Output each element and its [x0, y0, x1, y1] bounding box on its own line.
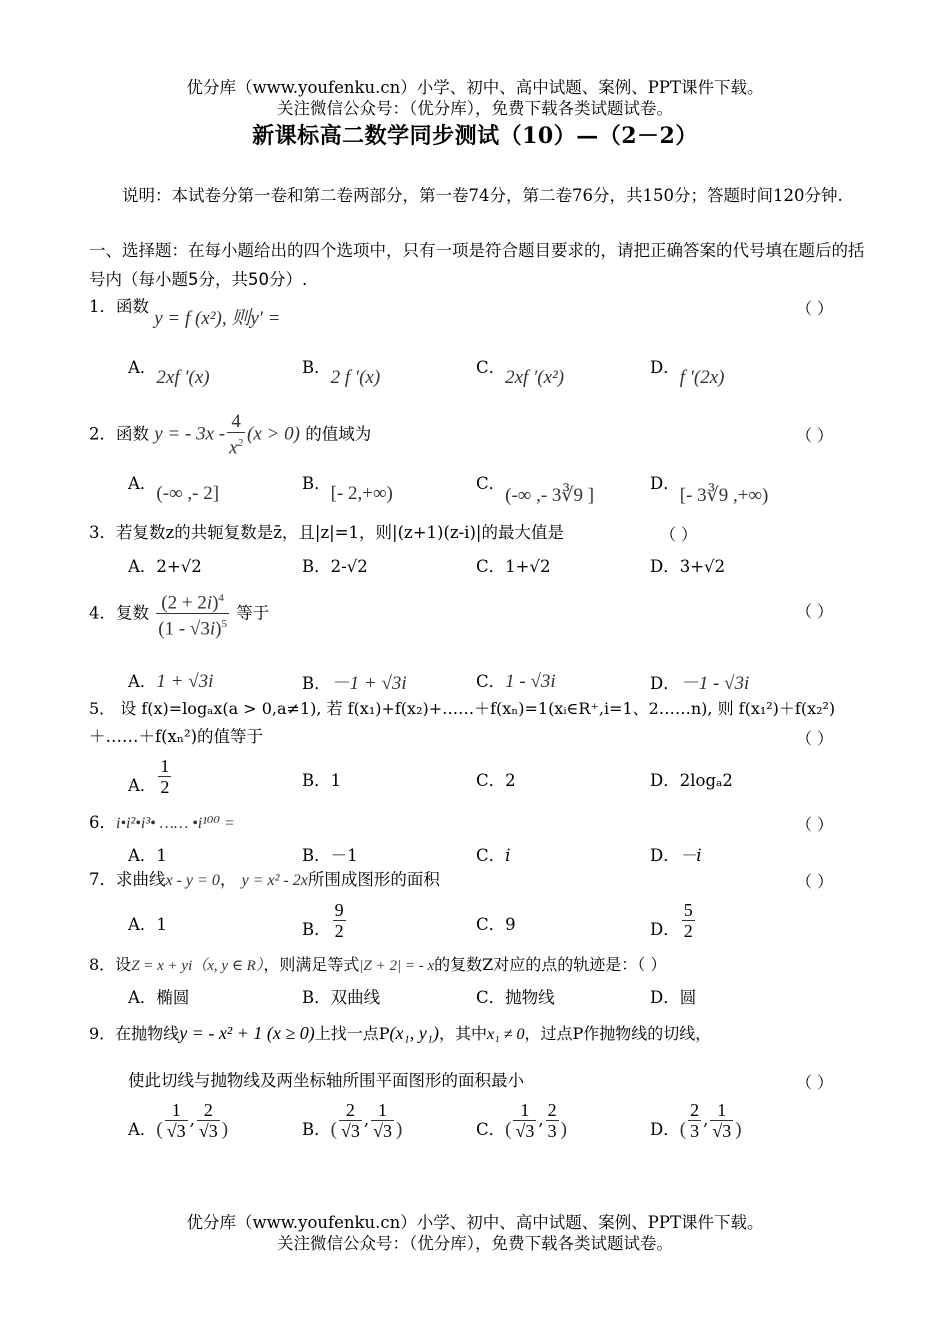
answer-bracket: （ ） — [796, 815, 834, 834]
q1-option-c: C．2xf ′(x²) — [476, 358, 565, 388]
q3-option-c: C．1+√2 — [476, 557, 551, 576]
q2-option-d: D．[- 3∛9 ,+∞) — [650, 474, 769, 506]
q5-option-d: D．2logₐ2 — [650, 771, 733, 790]
q5-option-b: B．1 — [302, 771, 342, 790]
question-3: 3．若复数z的共轭复数是z̄，且|z|=1，则|(z+1)(z-i)|的最大值是 — [89, 523, 564, 542]
answer-bracket: （ ） — [796, 299, 834, 318]
question-8: 8．设Z = x + yi（x, y ∈ R），则满足等式|Z + 2| = - x的复数Z对应的点的轨迹是：（ ） — [89, 955, 667, 974]
q1-option-d: D．f ′(2x) — [650, 358, 725, 388]
q6-option-a: A．1 — [128, 846, 167, 865]
q7-option-c: C．9 — [476, 915, 516, 934]
q7-option-d: D． $\frac{5}{2}$ — [650, 900, 693, 941]
q8-option-c: C．抛物线 — [476, 988, 555, 1007]
page-title: 新课标高二数学同步测试（10）—（2－2） — [252, 123, 698, 149]
q4-option-a: A．1 + √3i — [128, 671, 214, 692]
q2-option-c: C．(-∞ ,- 3∛9 ] — [476, 474, 595, 506]
answer-bracket: （ ） — [796, 1073, 834, 1092]
q6-option-c: C．i — [476, 846, 511, 865]
q2-option-b: B．[- 2,+∞) — [302, 474, 393, 504]
question-7: 7．求曲线x - y = 0， y = x² - 2x所围成图形的面积 — [89, 870, 440, 889]
q9-option-d: D．( $\frac{2}{3}$ , $\frac{1}{√3}$ ) — [650, 1100, 742, 1141]
q7-option-a: A．1 — [128, 915, 167, 934]
header-line-2: 关注微信公众号：（优分库），免费下载各类试题试卷。 — [277, 99, 673, 118]
answer-bracket: （ ） — [796, 602, 834, 621]
q4-option-b: B．－1 + √3i — [302, 673, 407, 694]
q4-option-c: C．1 - √3i — [476, 671, 556, 692]
question-1: 1．函数 y = f (x²), 则y′ = — [89, 297, 281, 329]
q8-option-a: A．椭圆 — [128, 988, 190, 1007]
header-line-1: 优分库（www.youfenku.cn）小学、初中、高中试题、案例、PPT课件下载。 — [186, 78, 764, 97]
question-5-line-2: ＋……＋f(xₙ²)的值等于 — [89, 727, 264, 746]
q6-option-d: D．－i — [650, 846, 702, 865]
answer-bracket: （ ） — [660, 525, 698, 544]
intro-text: 说明：本试卷分第一卷和第二卷两部分，第一卷74分，第二卷76分，共150分；答题时间120分钟. — [122, 186, 843, 205]
question-9-line-1: 9．在抛物线y = - x² + 1 (x ≥ 0)上找一点P(x₁, y₁)，其中x₁ ≠ 0，过点P作抛物线的切线， — [89, 1023, 712, 1043]
question-4: 4．复数 $\frac{(2 + 2i)^4}{(1 - √3i)^5}$ 等于 — [89, 592, 270, 640]
q4-option-d: D．－1 - √3i — [650, 673, 750, 694]
q8-option-b: B．双曲线 — [302, 988, 381, 1007]
footer-line-2: 关注微信公众号：（优分库），免费下载各类试题试卷。 — [277, 1234, 673, 1253]
q3-option-d: D．3+√2 — [650, 557, 726, 576]
question-2: 2．函数 y = - 3x - $\frac{4}{x^2}$ (x > 0) 的值域为 — [89, 411, 372, 459]
answer-bracket: （ ） — [796, 872, 834, 891]
question-5-line-1: 5． 设 f(x)=logₐx(a > 0,a≠1), 若 f(x₁)+f(x₂)+……＋f(xₙ)=1(xᵢ∈R⁺,i=1、2……n), 则 f(x₁²)＋f(x₂²) — [89, 699, 836, 718]
q2-option-a: A．(-∞ ,- 2] — [128, 474, 220, 504]
q1-option-a: A．2xf ′(x) — [128, 358, 210, 388]
footer-line-1: 优分库（www.youfenku.cn）小学、初中、高中试题、案例、PPT课件下载。 — [186, 1213, 764, 1232]
answer-bracket: （ ） — [796, 426, 834, 445]
question-6: 6．i•i²•i³• …… •i¹⁰⁰ = — [89, 813, 235, 832]
q5-option-a: A． $\frac{1}{2}$ — [128, 756, 170, 797]
question-9-line-2: 使此切线与抛物线及两坐标轴所围平面图形的面积最小 — [128, 1071, 524, 1090]
q3-option-b: B．2-√2 — [302, 557, 368, 576]
q6-option-b: B．－1 — [302, 846, 358, 865]
q9-option-b: B．( $\frac{2}{√3}$ , $\frac{1}{√3}$ ) — [302, 1100, 403, 1141]
q9-option-a: A．( $\frac{1}{√3}$ , $\frac{2}{√3}$ ) — [128, 1100, 229, 1141]
section-heading: 一、选择题：在每小题给出的四个选项中，只有一项是符合题目要求的，请把正确答案的代号填在题后的括号内（每小题5分，共50分）. — [89, 241, 865, 289]
q1-option-b: B．2 f ′(x) — [302, 358, 381, 388]
answer-bracket: （ ） — [796, 729, 834, 748]
q5-option-c: C．2 — [476, 771, 516, 790]
q1-expr: y = f (x²), 则y′ = — [154, 308, 281, 329]
q3-option-a: A．2+√2 — [128, 557, 202, 576]
q8-option-d: D．圆 — [650, 988, 697, 1007]
q7-option-b: B． $\frac{9}{2}$ — [302, 900, 344, 941]
q9-option-c: C．( $\frac{1}{√3}$ , $\frac{2}{3}$ ) — [476, 1100, 567, 1141]
